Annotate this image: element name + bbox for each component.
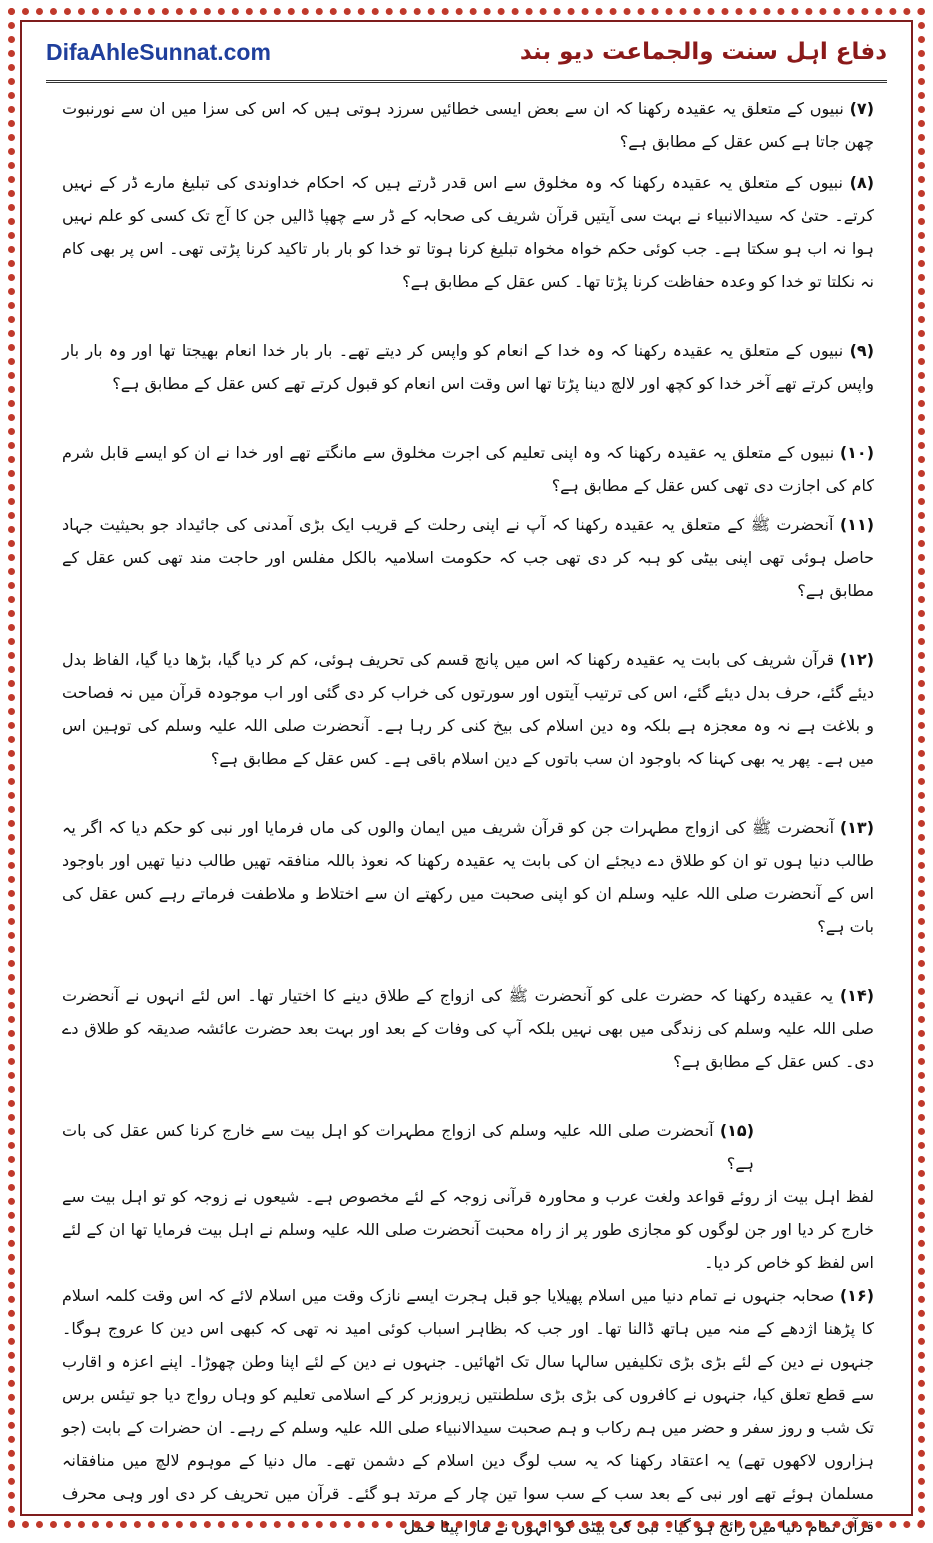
paragraph-text: آنحضرت صلی اللہ علیہ وسلم کی ازواج مطہرات کو اہل بیت سے خارج کرنا کس عقل کی بات ہے؟ bbox=[62, 1121, 754, 1173]
paragraph-8 bbox=[62, 166, 874, 298]
paragraph-number: (۱۴) bbox=[839, 986, 875, 1005]
site-name[interactable]: DifaAhleSunnat.com bbox=[46, 38, 271, 65]
article-body bbox=[62, 92, 874, 1543]
paragraph-number: (۷) bbox=[849, 99, 874, 118]
paragraph-number: (۱۲) bbox=[839, 650, 874, 669]
paragraph-10 bbox=[62, 436, 874, 502]
paragraph-number: (۱۶) bbox=[839, 1286, 875, 1305]
paragraph-15-explanation bbox=[62, 1180, 874, 1279]
paragraph-number: (۸) bbox=[849, 173, 875, 192]
header-divider bbox=[46, 80, 887, 83]
paragraph-number: (۱۵) bbox=[719, 1121, 754, 1140]
paragraph-text: یہ عقیدہ رکھنا کہ حضرت علی کو آنحضرت ﷺ کی ازواج کے طلاق دینے کا اختیار تھا۔ اس لئے انہوں نے آنحضرت صلی اللہ علیہ وسلم کی زندگی میں بھی نہیں بلکہ آپ کی وفات کے بعد اور بہت بعد حضرت عائشہ صدیقہ کو طلاق دے دی۔ کس عقل کے مطابق ہے؟ bbox=[62, 986, 874, 1071]
page-header bbox=[46, 28, 887, 76]
paragraph-number: (۱۰) bbox=[839, 443, 874, 462]
paragraph-text: لفظ اہل بیت از روئے قواعد ولغت عرب و محاورہ قرآنی زوجہ کے لئے مخصوص ہے۔ شیعوں نے زوجہ کو تو اہل بیت سے خارج کر دیا اور جن لوگوں کو مجازی طور پر از راہ محبت آنحضرت صلی اللہ علیہ وسلم نے اہل بیت فرمایا تھا ان کے لئے اس لفظ کو خاص کر دیا۔ bbox=[62, 1187, 874, 1272]
paragraph-15 bbox=[62, 1114, 874, 1180]
paragraph-text: آنحضرت ﷺ کے متعلق یہ عقیدہ رکھنا کہ آپ نے اپنی رحلت کے قریب ایک بڑی آمدنی کی جائیداد جو بحیثیت جہاد حاصل ہوئی تھی اپنی بیٹی کو ہبہ کر دی تھی جب کہ حکومت اسلامیہ بالکل مفلس اور حاجت مند تھی کس عقل کے مطابق ہے؟ bbox=[62, 515, 874, 600]
paragraph-12 bbox=[62, 643, 874, 775]
paragraph-16 bbox=[62, 1279, 874, 1543]
paragraph-13 bbox=[62, 811, 874, 943]
paragraph-text: نبیوں کے متعلق یہ عقیدہ رکھنا کہ وہ مخلوق سے اس قدر ڈرتے ہیں کہ احکام خداوندی کی تبلیغ مارے ڈر کے نہیں کرتے۔ حتیٰ کہ سیدالانبیاء نے بہت سی آیتیں قرآن شریف کی صحابہ کے ڈر سے چھپا ڈالیں جن کا آج تک کسی کو علم نہیں ہوا نہ اب ہو سکتا ہے۔ جب کوئی حکم خواہ مخواہ تبلیغ کرنا ہوتا تو خدا کو بار بار تاکید کرنا پڑتی تھی۔ اس پر بھی کام نہ نکلتا تو خدا کو وعدہ حفاظت کرنا پڑتا تھا۔ کس عقل کے مطابق ہے؟ bbox=[62, 173, 874, 291]
paragraph-text: صحابہ جنہوں نے تمام دنیا میں اسلام پھیلایا جو قبل ہجرت ایسے نازک وقت میں اسلام لائے کہ اس وقت کلمہ اسلام کا پڑھنا اژدھے کے منہ میں ہاتھ ڈالنا تھا۔ اور جب کہ بظاہر اسباب کوئی امید نہ تھی کہ کبھی اس دین کا عروج ہوگا۔ جنہوں نے دین کے لئے بڑی بڑی تکلیفیں سالہا سال تک اٹھائیں۔ جنہوں نے دین کے لئے اپنا وطن چھوڑا۔ اپنے اعزہ و اقارب سے قطع تعلق کیا، جنہوں نے کافروں کی بڑی بڑی سلطنتیں زیروزبر کر کے اسلامی تعلیم کو وہاں رواج دیا جو تیئس برس تک شب و روز سفر و حضر میں ہم رکاب و ہم صحبت سیدالانبیاء صلی اللہ علیہ وسلم کے رہے۔ ان حضرات کے بابت (جو ہزاروں لاکھوں تھے) یہ اعتقاد رکھنا کہ یہ سب لوگ دین اسلام کے دشمن تھے۔ مال دنیا کے موہوم لالچ میں منافقانہ مسلمان ہوئے تھے اور نبی کے بعد سب کے سب سوا تین چار کے مرتد ہو گئے۔ قرآن میں تحریف کر دی اور وہی محرف قرآن تمام دنیا میں رائج ہو گیا۔ نبی کی بیٹی کو انہوں نے مارا پیٹا حمل bbox=[62, 1286, 874, 1536]
paragraph-text: نبیوں کے متعلق یہ عقیدہ رکھنا کہ وہ خدا کے انعام کو واپس کر دیتے تھے۔ بار بار خدا انعام بھیجتا تھا اور وہ بار بار واپس کرتے تھے آخر خدا کو کچھ اور لالچ دینا پڑتا تھا اس وقت اس انعام کو قبول کرتے تھے کس عقل کے مطابق ہے؟ bbox=[62, 341, 874, 393]
paragraph-text: نبیوں کے متعلق یہ عقیدہ رکھنا کہ وہ اپنی تعلیم کی اجرت مخلوق سے مانگتے تھے اور خدا نے ان کو ایسے قابل شرم کام کی اجازت دی تھی کس عقل کے مطابق ہے؟ bbox=[62, 443, 874, 495]
paragraph-text: نبیوں کے متعلق یہ عقیدہ رکھنا کہ ان سے بعض ایسی خطائیں سرزد ہوتی ہیں کہ اس کی سزا میں ان سے نورنبوت چھن جاتا ہے کس عقل کے مطابق ہے؟ bbox=[62, 99, 874, 151]
header-title: دفاع اہل سنت والجماعت دیو بند bbox=[519, 39, 887, 65]
paragraph-text: قرآن شریف کی بابت یہ عقیدہ رکھنا کہ اس میں پانچ قسم کی تحریف ہوئی، کم کر دیا گیا، بڑھا دیا گیا، الفاظ بدل دیئے گئے، حرف بدل دیئے گئے، اس کی ترتیب آیتوں اور سورتوں کی خراب کر دی گئی اور اب موجودہ قرآن میں نہ فصاحت و بلاغت ہے نہ وہ معجزہ ہے بلکہ وہ دین اسلام کی بیخ کنی کر رہا ہے۔ آنحضرت صلی اللہ علیہ وسلم کی توہین اس میں ہے۔ پھر یہ بھی کہنا کہ باوجود ان سب باتوں کے دین اسلام باقی ہے۔ کس عقل کے مطابق ہے؟ bbox=[62, 650, 874, 768]
paragraph-9 bbox=[62, 334, 874, 400]
paragraph-11 bbox=[62, 508, 874, 607]
paragraph-number: (۱۳) bbox=[839, 818, 874, 837]
paragraph-number: (۱۱) bbox=[839, 515, 875, 534]
paragraph-7 bbox=[62, 92, 874, 158]
paragraph-text: آنحضرت ﷺ کی ازواج مطہرات جن کو قرآن شریف میں ایمان والوں کی ماں فرمایا اور نبی کو حکم دیا کہ اگر یہ طالب دنیا ہوں تو ان کو طلاق دے دیجئے ان کی بابت یہ عقیدہ رکھنا کہ نعوذ باللہ منافقہ تھیں طالب دنیا تھیں اور باوجود اس کے آنحضرت صلی اللہ علیہ وسلم ان کو اپنی صحبت میں رکھتے ان سے اختلاط و ملاطفت فرماتے رہے کس عقل کی بات ہے؟ bbox=[62, 818, 874, 936]
paragraph-number: (۹) bbox=[849, 341, 874, 360]
paragraph-14 bbox=[62, 979, 874, 1078]
